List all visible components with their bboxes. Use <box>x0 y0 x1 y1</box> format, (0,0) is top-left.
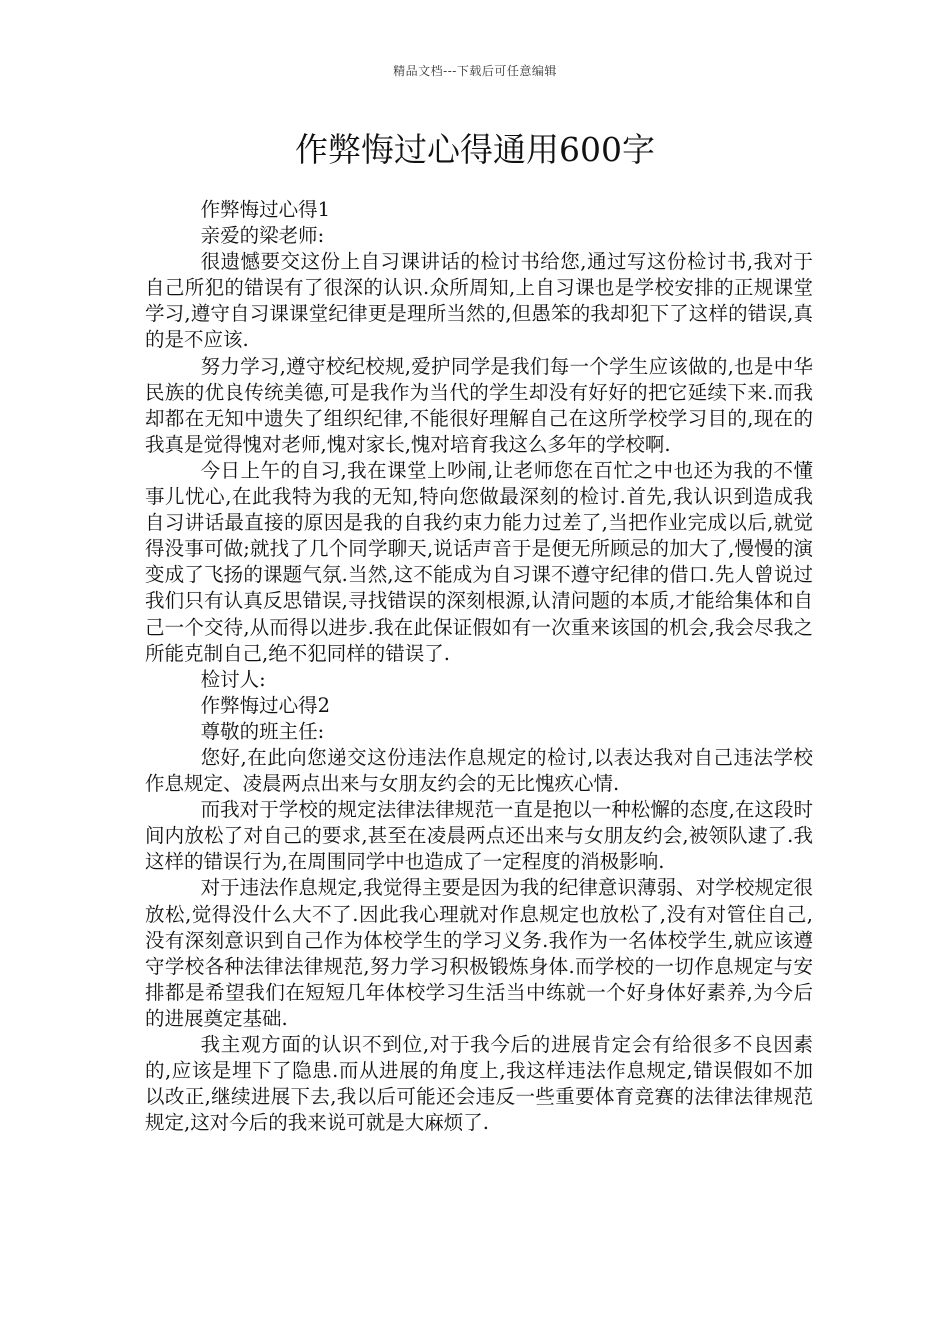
body-paragraph: 努力学习,遵守校纪校规,爱护同学是我们每一个学生应该做的,也是中华民族的优良传统美德,可是我作为当代的学生却没有好好的把它延续下来.而我却都在无知中遗失了组织纪律,不能很好理解自己在这所学校学习目的,现在的我真是觉得愧对老师,愧对家长,愧对培育我这么多年的学校啊. <box>145 354 813 456</box>
body-paragraph: 您好,在此向您递交这份违法作息规定的检讨,以表达我对自己违法学校作息规定、凌晨两点出来与女朋友约会的无比愧疚心情. <box>145 745 813 796</box>
body-paragraph: 今日上午的自习,我在课堂上吵闹,让老师您在百忙之中也还为我的不懂事儿忧心,在此我特为我的无知,特向您做最深刻的检讨.首先,我认识到造成我自习讲话最直接的原因是我的自我约束力能力过差了,当把作业完成以后,就觉得没事可做;就找了几个同学聊天,说话声音于是便无所顾忌的加大了,慢慢的演变成了飞扬的课题气氛.当然,这不能成为自习课不遵守纪律的借口.先人曾说过我们只有认真反思错误,寻找错误的深刻根源,认清问题的本质,才能给集体和自己一个交待,从而得以进步.我在此保证假如有一次重来该国的机会,我会尽我之所能克制自己,绝不犯同样的错误了. <box>145 458 813 665</box>
body-paragraph: 对于违法作息规定,我觉得主要是因为我的纪律意识薄弱、对学校规定很放松,觉得没什么大不了.因此我心理就对作息规定也放松了,没有对管住自己,没有深刻意识到自己作为体校学生的学习义务.我作为一名体校学生,就应该遵守学校各种法律法律规范,努力学习积极锻炼身体.而学校的一切作息规定与安排都是希望我们在短短几年体校学习生活当中练就一个好身体好素养,为今后的进展奠定基础. <box>145 876 813 1030</box>
section-heading-1: 作弊悔过心得1 <box>200 198 330 221</box>
salutation-2: 尊敬的班主任: <box>200 719 325 743</box>
page-header: 精品文档---下载后可任意编辑 <box>393 64 557 78</box>
body-paragraph: 而我对于学校的规定法律法律规范一直是抱以一种松懈的态度,在这段时间内放松了对自己的要求,甚至在凌晨两点还出来与女朋友约会,被领队逮了.我这样的错误行为,在周围同学中也造成了一定程度的消极影响. <box>145 798 813 874</box>
document-body <box>145 197 813 1136</box>
body-paragraph: 很遗憾要交这份上自习课讲话的检讨书给您,通过写这份检讨书,我对于自己所犯的错误有了很深的认识.众所周知,上自习课也是学校安排的正规课堂学习,遵守自习课课堂纪律更是理所当然的,但愚笨的我却犯下了这样的错误,真的是不应该. <box>145 250 813 352</box>
signature-line: 检讨人: <box>200 667 266 691</box>
body-paragraph: 我主观方面的认识不到位,对于我今后的进展肯定会有给很多不良因素的,应该是埋下了隐患.而从进展的角度上,我这样违法作息规定,错误假如不加以改正,继续进展下去,我以后可能还会违反一些重要体育竞赛的法律法律规范规定,这对今后的我来说可就是大麻烦了. <box>145 1033 813 1135</box>
salutation-1: 亲爱的梁老师: <box>200 224 325 248</box>
section-heading-2: 作弊悔过心得2 <box>200 693 330 717</box>
document-title: 作弊悔过心得通用600字 <box>295 130 655 169</box>
